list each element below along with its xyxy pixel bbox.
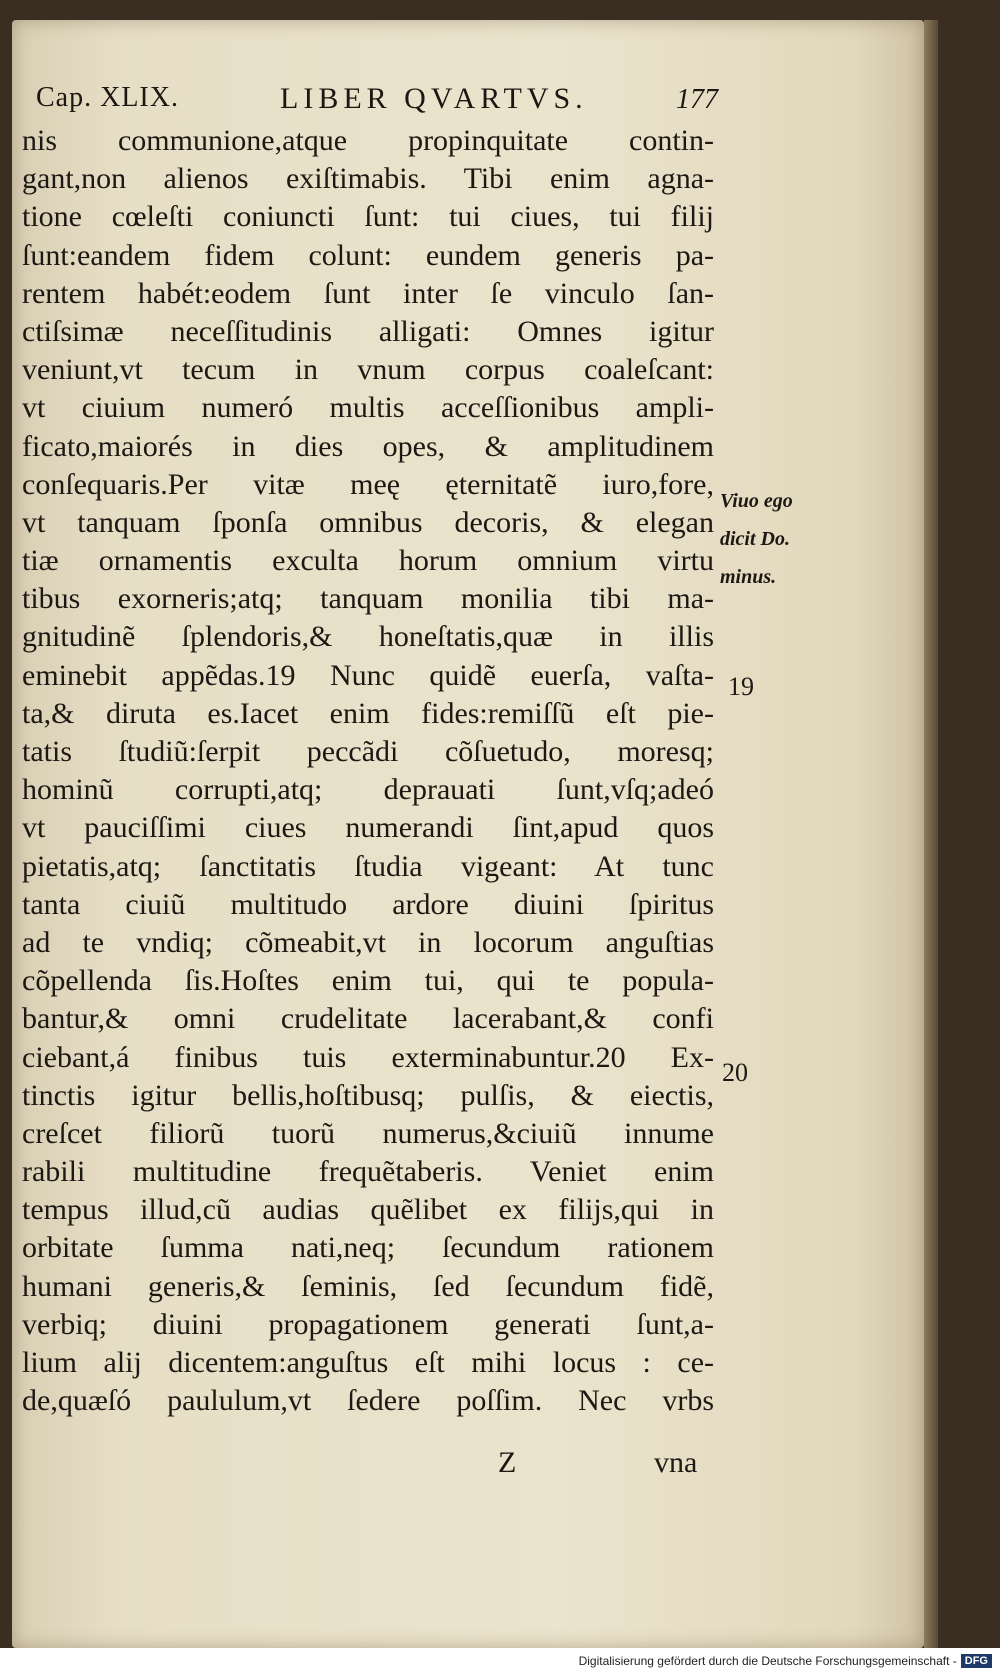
text-line: verbiq; diuini propagationem generati ſunt,a- bbox=[22, 1307, 714, 1341]
text-line: eminebit appẽdas.19 Nunc quidẽ euerſa, vaſta- bbox=[22, 658, 714, 692]
text-line: ta,& diruta es.Iacet enim fides:remiſſũ eſt pie- bbox=[22, 696, 714, 730]
text-line: nis communione,atque propinquitate contin- bbox=[22, 124, 714, 157]
text-line: ad te vndiq; cõmeabit,vt in locorum anguſtias bbox=[22, 925, 714, 959]
text-line: hominũ corrupti,atq; deprauati ſunt,vſq;adeó bbox=[22, 773, 714, 807]
text-line: lium alij dicentem:anguſtus eſt mihi locus : ce- bbox=[22, 1346, 714, 1379]
catchword: vna bbox=[654, 1446, 698, 1479]
text-line: bantur,& omni crudelitate lacerabant,& confi bbox=[22, 1002, 714, 1036]
text-line: rentem habét:eodem ſunt inter ſe vinculo ſan- bbox=[22, 276, 714, 310]
text-line: de,quæſó paululum,vt ſedere poſſim. Nec vrbs bbox=[22, 1384, 714, 1418]
text-line: ficato,maiorés in dies opes, & amplitudinem bbox=[22, 429, 714, 463]
running-title: LIBER QVARTVS. bbox=[280, 82, 588, 115]
verse-number-19: 19 bbox=[728, 672, 754, 701]
dfg-credit-text: Digitalisierung gefördert durch die Deutsche Forschungsgemeinschaft - bbox=[578, 1654, 957, 1668]
verse-number-20: 20 bbox=[722, 1058, 748, 1087]
text-line: rabili multitudine frequẽtaberis. Veniet enim bbox=[22, 1155, 714, 1189]
text-line: vt tanquam ſponſa omnibus decoris, & elegan bbox=[22, 505, 714, 539]
body-text bbox=[22, 122, 714, 1420]
dfg-credit bbox=[579, 1654, 992, 1668]
text-line: pietatis,atq; ſanctitatis ſtudia vigeant: At tunc bbox=[22, 849, 714, 883]
text-line: veniunt,vt tecum in vnum corpus coaleſcant: bbox=[22, 353, 714, 387]
text-line: creſcet filiorũ tuorũ numerus,&ciuiũ innume bbox=[22, 1116, 714, 1150]
margin-note-line-1: Viuo ego bbox=[720, 490, 793, 512]
text-line: cõpellenda ſis.Hoſtes enim tui, qui te popula- bbox=[22, 964, 714, 998]
signature-mark: Z bbox=[498, 1446, 517, 1479]
text-line: humani generis,& ſeminis, ſed ſecundum fidẽ, bbox=[22, 1269, 714, 1303]
margin-note-line-2: dicit Do. bbox=[720, 528, 790, 550]
chapter-label: Cap. XLIX. bbox=[36, 82, 179, 113]
text-line: gnitudinẽ ſplendoris,& honeſtatis,quæ in illis bbox=[22, 620, 714, 654]
book-edge bbox=[924, 20, 938, 1648]
text-line: gant,non alienos exiſtimabis. Tibi enim agna- bbox=[22, 162, 714, 196]
text-line: tempus illud,cũ audias quẽlibet ex filijs,qui in bbox=[22, 1193, 714, 1227]
text-line: tiæ ornamentis exculta horum omnium virtu bbox=[22, 544, 714, 578]
text-line: vt pauciſſimi ciues numerandi ſint,apud quos bbox=[22, 811, 714, 845]
dfg-logo: DFG bbox=[961, 1654, 992, 1668]
text-line: conſequaris.Per vitæ meę ęternitatẽ iuro,fore, bbox=[22, 467, 714, 501]
text-line: tione cœleſti coniuncti ſunt: tui ciues, tui filij bbox=[22, 200, 714, 234]
text-line: ctiſsimæ neceſſitudinis alligati: Omnes igitur bbox=[22, 314, 714, 348]
margin-note-line-3: minus. bbox=[720, 566, 777, 588]
text-line: vt ciuium numeró multis acceſſionibus ampli- bbox=[22, 391, 714, 425]
text-line: orbitate ſumma nati,neq; ſecundum rationem bbox=[22, 1231, 714, 1265]
text-line: tinctis igitur bellis,hoſtibusq; pulſis, & eiectis, bbox=[22, 1078, 714, 1112]
page-number: 177 bbox=[676, 84, 718, 115]
text-line: tibus exorneris;atq; tanquam monilia tibi ma- bbox=[22, 582, 714, 616]
text-line: ſunt:eandem fidem colunt: eundem generis pa- bbox=[22, 238, 714, 272]
text-line: ciebant,á finibus tuis exterminabuntur.20 Ex- bbox=[22, 1040, 714, 1074]
text-line: tatis ſtudiũ:ſerpit peccãdi cõſuetudo, moresq; bbox=[22, 735, 714, 768]
text-line: tanta ciuiũ multitudo ardore diuini ſpiritus bbox=[22, 887, 714, 921]
running-header bbox=[36, 82, 726, 122]
